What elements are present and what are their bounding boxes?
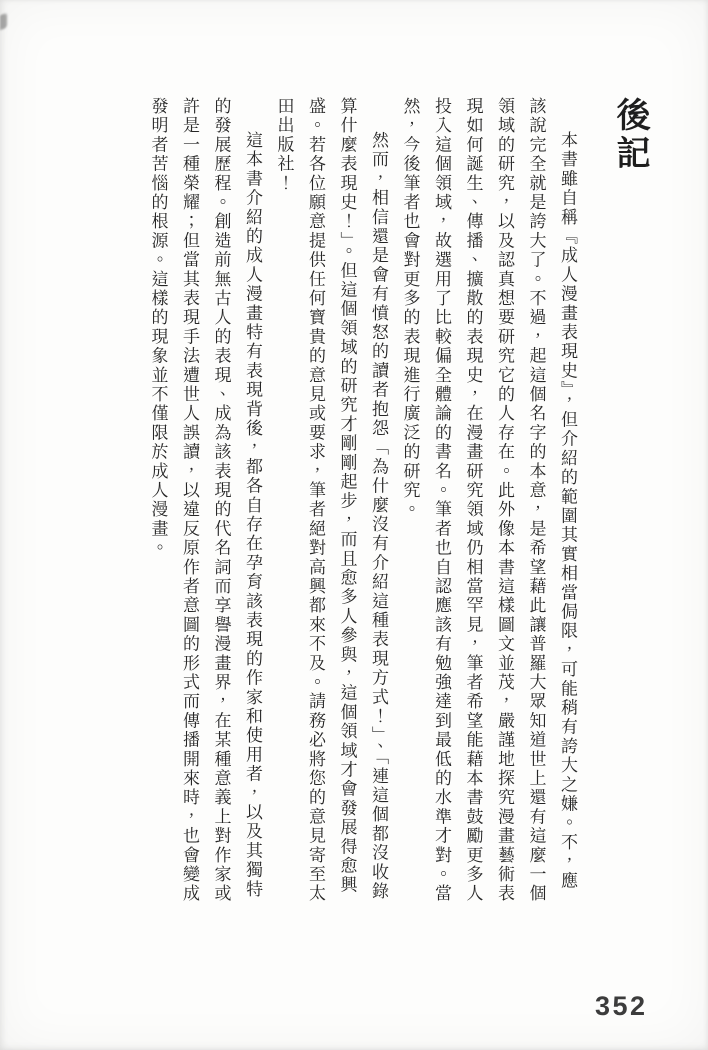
- afterword-text-block: [141, 97, 654, 909]
- paragraph: 然而，相信還是會有憤怒的讀者抱怨「為什麼沒有介紹這種表現方式！」、「連這個都沒收錄算什麼表現史！」。但這個領域的研究才剛剛起步，而且愈多人參與，這個領域才會發展得愈興盛。若各位願意提供任何寶貴的意見或要求，筆者絕對高興都來不及。請務必將您的意見寄至太田出版社！: [273, 97, 388, 904]
- paragraph: 這本書介紹的成人漫畫特有表現背後，都各自存在孕育該表現的作家和使用者，以及其獨特的發展歷程。創造前無古人的表現、成為該表現的代名詞而享譽漫畫界，在某種意義上對作家或許是一種榮耀；但當其表現手法遭世人誤讀，以違反原作者意圖的形式而傳播開來時，也會變成發明者苦惱的根源。這樣的現象並不僅限於成人漫畫。: [147, 97, 262, 904]
- chapter-title: 後記: [610, 97, 650, 173]
- page-number: 352: [595, 991, 648, 1021]
- body-text: [141, 97, 582, 909]
- paragraph: 本書雖自稱『成人漫畫表現史』，但介紹的範圍其實相當侷限，可能稍有誇大之嫌。不，應該說完全就是誇大了。不過，起這個名字的本意，是希望藉此讓普羅大眾知道世上還有這麼一個領域的研究，以及認真想要研究它的人存在。此外像本書這樣圖文並茂，嚴謹地探究漫畫藝術表現如何誕生、傳播、擴散的表現史，在漫畫研究領域仍相當罕見，筆者希望能藉本書鼓勵更多人投入這個領域，故選用了比較偏全體論的書名。筆者也自認應該有勉強達到最低的水準才對。當然，今後筆者也會對更多的表現進行廣泛的研究。: [399, 97, 577, 904]
- scan-artifact: [0, 13, 7, 30]
